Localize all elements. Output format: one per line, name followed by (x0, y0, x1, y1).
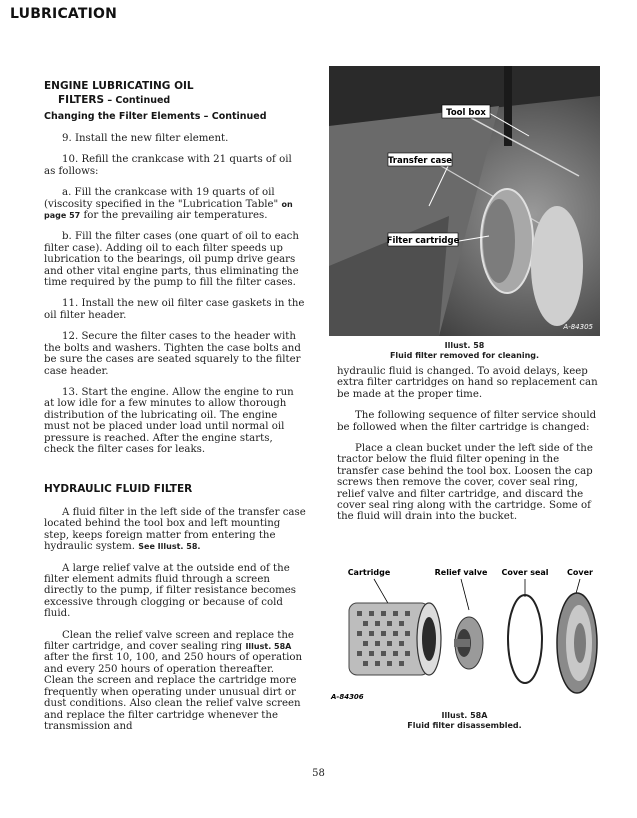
step-13: 13. Start the engine. Allow the engine to run at low idle for a few minutes to allow thorough distribution of the lubricating oil. The engine must not be placed under load until normal oil pressure is reached. After the engine starts, check the filter cases for leaks. (44, 386, 294, 455)
section-heading-line1: ENGINE LUBRICATING OIL (44, 80, 194, 92)
left-column-lower (44, 507, 306, 742)
step-10a-text: a. Fill the crankcase with 19 quarts of oil (viscosity specified in the "Lubrication Table" (44, 187, 282, 210)
illust-reference: See Illust. 58. (138, 542, 201, 552)
left-column-upper (44, 133, 306, 465)
illust-58a-caption (329, 711, 600, 731)
illust-58-number: A-84305 (563, 323, 593, 331)
step-10: 10. Refill the crankcase with 21 quarts of oil as follows: (44, 154, 292, 177)
hydraulic-para-2: A large relief valve at the outside end of the filter element admits fluid through a screen directly to the pump, if filter resistance becomes excessive through clogging or because of cold fluid. (44, 562, 297, 620)
step-10a (44, 187, 306, 221)
illust-58-photo (329, 66, 600, 336)
page-number: 58 (312, 768, 325, 779)
step-9: 9. Install the new filter element. (62, 133, 229, 144)
illust-58a-drawing (329, 565, 600, 705)
section-heading (44, 79, 194, 108)
hydraulic-para-3-text: Clean the relief valve screen and replace the filter cartridge, and cover sealing ring (44, 629, 294, 653)
section-heading-continued: – Continued (104, 95, 171, 106)
illust-58a-caption-text: Fluid filter disassembled. (407, 721, 522, 730)
hydraulic-para-3-text-end: after the first 10, 100, and 250 hours of operation and every 250 hours of operation thereafter. Clean the screen and replace the cartridge more frequently when operating under unusual dirt or dust conditions. Also clean the relief valve screen and replace the filter cartridge whenever the transmission and (44, 652, 303, 732)
hydraulic-para-cont: hydraulic fluid is changed. To avoid delays, keep extra filter cartridges on hand so replacement can be made at the proper time. (337, 366, 598, 400)
illust-58-caption-text: Fluid filter removed for cleaning. (389, 351, 540, 360)
step-12: 12. Secure the filter cases to the header with the bolts and washers. Tighten the case bolts and be sure the cases are seated squarely to the filter case header. (44, 331, 301, 377)
right-column (337, 366, 599, 533)
hydraulic-para-1 (44, 507, 306, 553)
illust-58-drawing (329, 66, 600, 336)
section-heading-line2: FILTERS (58, 94, 105, 106)
illust-reference-58a: Illust. 58A (245, 642, 292, 652)
label-relief-valve: Relief valve (434, 568, 488, 577)
label-filter-cartridge: Filter cartridge (386, 236, 460, 246)
label-transfer-case: Transfer case (387, 156, 453, 166)
sequence-para: The following sequence of filter service should be followed when the filter cartridge is changed: (337, 410, 597, 433)
illust-58a-caption-title: Illust. 58A (441, 711, 488, 720)
illust-58-caption (329, 341, 600, 361)
hydraulic-para-3 (44, 630, 306, 733)
label-cover: Cover (567, 568, 593, 577)
section-heading-line2-wrap (44, 93, 194, 108)
illust-58-caption-title: Illust. 58 (444, 341, 485, 350)
step-10b: b. Fill the filter cases (one quart of oil to each filter case). Adding oil to each filter speeds up lubrication to the bearings, oil pump drive gears and other vital engine parts, thus eliminating the time required by the pump to fill the filter cases. (44, 231, 299, 289)
page-reference: on page 57 (44, 199, 293, 221)
section-subheading: Changing the Filter Elements – Continued (44, 111, 267, 122)
step-11: 11. Install the new oil filter case gaskets in the oil filter header. (44, 298, 305, 321)
page-header: LUBRICATION (10, 6, 118, 22)
label-cover-seal: Cover seal (501, 568, 549, 577)
label-cartridge: Cartridge (347, 568, 391, 577)
illust-58a-number: A-84306 (331, 693, 364, 701)
hydraulic-para-1-text: A fluid filter in the left side of the transfer case located behind the tool box and left mounting step, keeps foreign matter from entering the hydraulic system. (44, 507, 306, 553)
hydraulic-heading: HYDRAULIC FLUID FILTER (44, 483, 193, 495)
bucket-para: Place a clean bucket under the left side of the tractor below the fluid filter opening in the transfer case behind the tool box. Loosen the cap screws then remove the cover, cover seal ring, relief valve and filter cartridge, and discard the cover seal ring along with the cartridge. Some of the fluid will drain into the bucket. (337, 443, 593, 523)
step-10a-text-end: for the prevailing air temperatures. (80, 210, 268, 222)
illust-58a-photo (329, 565, 600, 705)
label-tool-box: Tool box (446, 108, 486, 118)
